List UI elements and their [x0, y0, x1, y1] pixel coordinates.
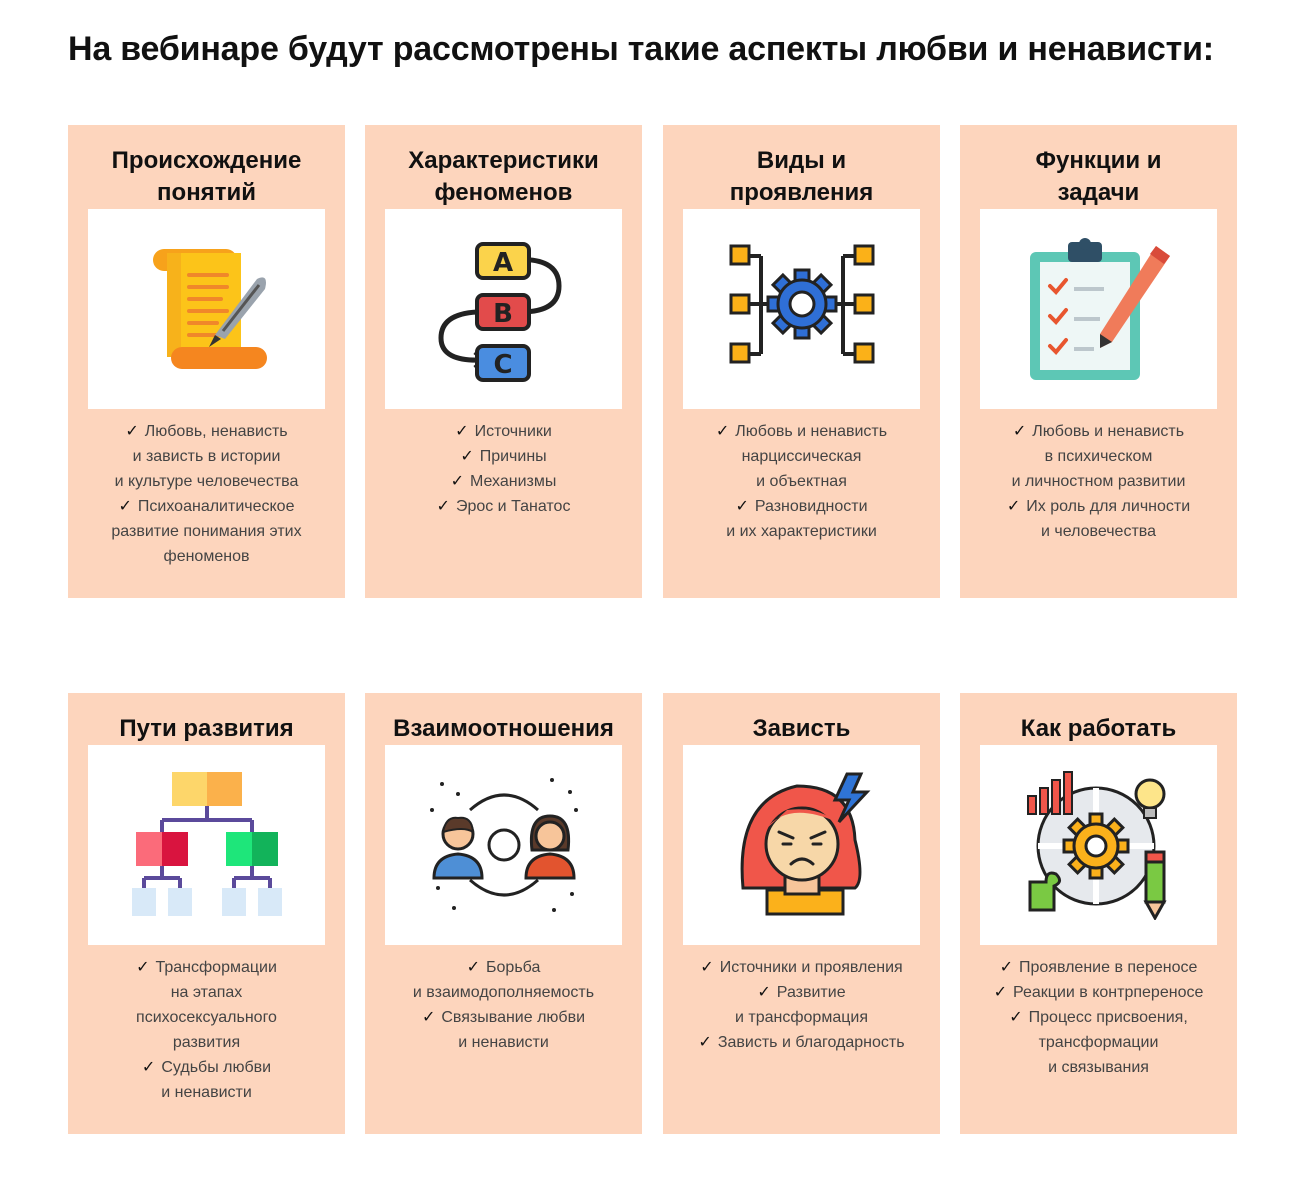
check-icon: ✓ — [1006, 498, 1021, 515]
scroll-quill-icon — [137, 239, 277, 379]
check-icon: ✓ — [735, 498, 749, 515]
check-icon: ✓ — [999, 959, 1013, 976]
check-icon: ✓ — [460, 448, 474, 465]
card-bullets — [669, 955, 934, 1055]
bullet-line: ✓ Реакции в контрпереносе — [993, 984, 1204, 1001]
angry-woman-icon — [727, 770, 877, 920]
bullet-line: ✓ Трансформации — [136, 959, 277, 976]
bullet-line: и ненависти — [161, 1084, 252, 1101]
check-icon: ✓ — [125, 423, 139, 440]
bullet-line: развития — [172, 1034, 241, 1051]
bullet-line: на этапах — [170, 984, 243, 1001]
bullet-line: и личностном развитии — [1011, 473, 1186, 490]
bullet-line: ✓ Разновидности — [735, 498, 868, 515]
two-people-relationship-icon — [424, 770, 584, 920]
topic-card-how-to-work — [960, 693, 1237, 1134]
card-title: Пути развития — [119, 715, 294, 742]
card-bullets — [371, 419, 636, 519]
svg-text:B: B — [492, 299, 513, 329]
card-title: Зависть — [752, 715, 851, 742]
abc-flow-icon — [429, 234, 579, 384]
topic-card-origin — [68, 125, 345, 598]
bullet-line: ✓ Зависть и благодарность — [698, 1034, 905, 1051]
bullet-line: и культуре человечества — [114, 473, 299, 490]
bullet-line: ✓ Эрос и Танатос — [436, 498, 571, 515]
bullet-line: и связывания — [1048, 1059, 1149, 1076]
card-title: Функции и задачи — [1035, 147, 1162, 206]
topic-card-development — [68, 693, 345, 1134]
check-icon: ✓ — [757, 984, 771, 1001]
bullet-line: ✓ Борьба — [466, 959, 541, 976]
bullet-line: развитие понимания этих — [111, 523, 302, 540]
card-bullets — [966, 419, 1231, 544]
check-icon: ✓ — [141, 1059, 156, 1076]
card-image — [88, 745, 325, 945]
bullet-line: и их характеристики — [726, 523, 877, 540]
card-image — [980, 209, 1217, 409]
gear-network-icon — [727, 244, 877, 374]
card-title: Как работать — [1020, 715, 1177, 742]
check-icon: ✓ — [1012, 423, 1027, 440]
bullet-line: и трансформация — [735, 1009, 868, 1026]
check-icon: ✓ — [136, 959, 150, 976]
bullet-line: в психическом — [1044, 448, 1153, 465]
card-bullets — [74, 955, 339, 1105]
card-title: Взаимоотношения — [393, 715, 614, 742]
bullet-line: ✓ Судьбы любви — [141, 1059, 272, 1076]
bullet-line: ✓ Источники — [455, 423, 552, 440]
bullet-line: ✓ Связывание любви — [421, 1009, 586, 1026]
bullet-line: ✓ Любовь и ненависть — [715, 423, 888, 440]
bullet-line: и ненависти — [458, 1034, 549, 1051]
card-bullets — [371, 955, 636, 1055]
card-image — [385, 745, 622, 945]
card-bullets — [966, 955, 1231, 1080]
card-image — [683, 209, 920, 409]
check-icon: ✓ — [118, 498, 132, 515]
check-icon: ✓ — [455, 423, 469, 440]
check-icon: ✓ — [1009, 1009, 1023, 1026]
bullet-line: и человечества — [1041, 523, 1156, 540]
bullet-line: ✓ Их роль для личности — [1006, 498, 1191, 515]
check-icon: ✓ — [700, 959, 714, 976]
card-image — [385, 209, 622, 409]
bullet-line: и взаимодополняемость — [412, 984, 595, 1001]
check-icon: ✓ — [436, 498, 450, 515]
bullet-line: ✓ Источники и проявления — [700, 959, 903, 976]
card-title: Характеристики феноменов — [408, 147, 599, 206]
card-image — [683, 745, 920, 945]
bullet-line: феноменов — [163, 548, 250, 565]
card-bullets — [669, 419, 934, 544]
card-title: Происхождение понятий — [111, 147, 302, 206]
bullet-line: трансформации — [1038, 1034, 1159, 1051]
check-icon: ✓ — [715, 423, 730, 440]
topic-card-characteristics — [365, 125, 642, 598]
svg-text:A: A — [492, 248, 513, 278]
card-image — [88, 209, 325, 409]
card-title: Виды и проявления — [729, 147, 874, 206]
bullet-line: ✓ Развитие — [757, 984, 846, 1001]
check-icon: ✓ — [450, 473, 464, 490]
bullet-line: ✓ Любовь и ненависть — [1012, 423, 1185, 440]
bullet-line: ✓ Психоаналитическое — [118, 498, 295, 515]
bullet-line: нарциссическая — [741, 448, 862, 465]
bullet-line: и зависть в истории — [132, 448, 281, 465]
bullet-line: и объектная — [756, 473, 847, 490]
check-icon: ✓ — [993, 984, 1008, 1001]
bullet-line: ✓ Процесс присвоения, — [1009, 1009, 1188, 1026]
strategy-gear-icon — [1024, 770, 1174, 920]
clipboard-checklist-icon — [1024, 234, 1174, 384]
page-title: На вебинаре будут рассмотрены такие аспекты любви и ненависти: — [68, 30, 1214, 68]
check-icon: ✓ — [466, 959, 481, 976]
card-image — [980, 745, 1217, 945]
bullet-line: психосексуального — [136, 1009, 277, 1026]
topic-card-envy — [663, 693, 940, 1134]
topic-card-relationships — [365, 693, 642, 1134]
topic-card-types — [663, 125, 940, 598]
check-icon: ✓ — [421, 1009, 436, 1026]
hierarchy-chart-icon — [132, 770, 282, 920]
topic-card-functions — [960, 125, 1237, 598]
bullet-line: ✓ Любовь, ненависть — [125, 423, 288, 440]
check-icon: ✓ — [698, 1034, 712, 1051]
svg-text:C: C — [492, 350, 513, 380]
bullet-line: ✓ Проявление в переносе — [999, 959, 1198, 976]
bullet-line: ✓ Механизмы — [450, 473, 557, 490]
bullet-line: ✓ Причины — [460, 448, 547, 465]
card-bullets — [74, 419, 339, 569]
